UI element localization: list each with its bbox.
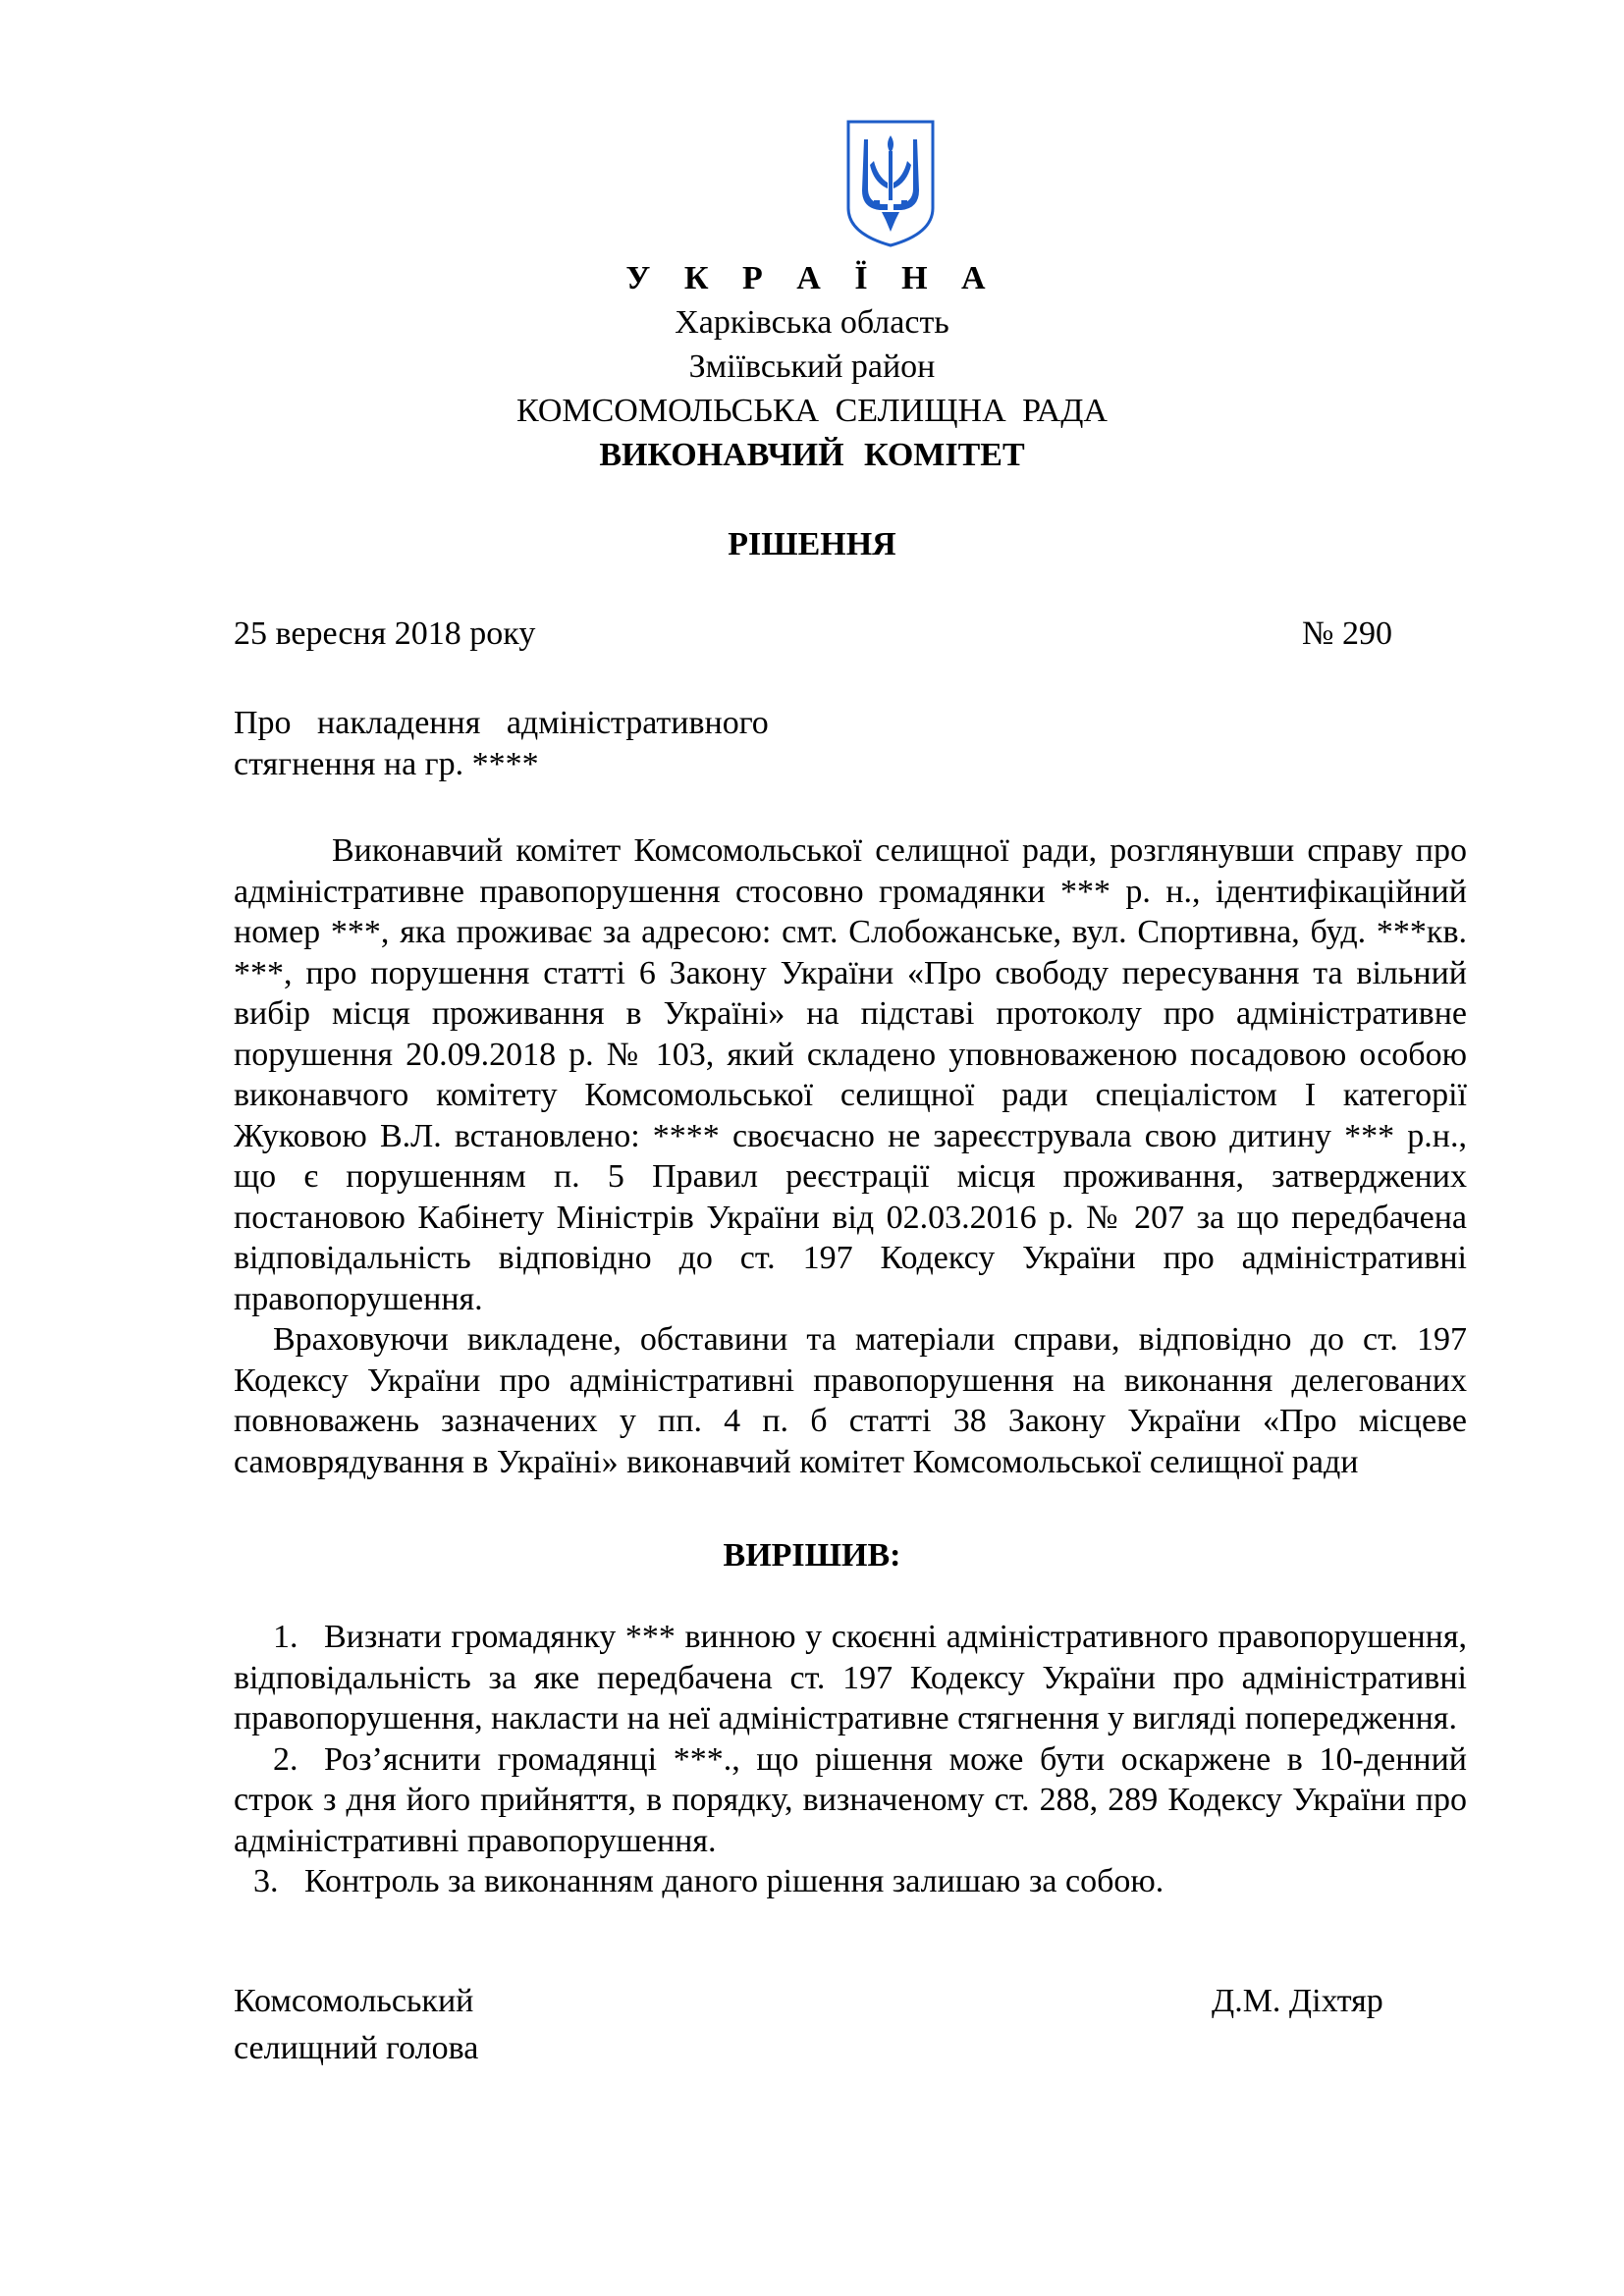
council-heading: КОМСОМОЛЬСЬКА СЕЛИЩНА РАДА	[516, 393, 1108, 429]
decision-item-3	[234, 1861, 1467, 1902]
raion-heading: Зміївський район	[688, 348, 936, 385]
item-text: Визнати громадянку *** винною у скоєнні адміністративного правопорушення, відповідальність за яке передбачена ст. 197 Кодексу України про адміністративні правопорушення, накласти на неї адміністративне стягнення у вигляді попередження.	[234, 1619, 1467, 1736]
position-line-2: селищний голова	[234, 2030, 479, 2066]
signatory-position	[234, 1978, 478, 2072]
committee-heading: ВИКОНАВЧИЙ КОМІТЕТ	[599, 437, 1025, 473]
signatory-name: Д.М. Діхтяр	[1212, 1983, 1383, 2019]
document-number: № 290	[1302, 615, 1392, 652]
oblast-heading: Харківська область	[675, 304, 949, 341]
trident-coat-of-arms-icon	[844, 118, 937, 249]
decision-item-1	[234, 1617, 1467, 1739]
subject-line-2: стягнення на гр. ****	[234, 746, 539, 782]
item-number: 3.	[253, 1863, 279, 1899]
paragraph-findings: Виконавчий комітет Комсомольської селищної ради, розглянувши справу про адміністративне правопорушення стосовно громадянки *** р. н., ідентифікаційний номер ***, яка проживає за адресою: смт. Слобожанське, вул. Спортивна, буд. ***кв. ***, про порушення статті 6 Закону України «Про свободу пересування та вільний вибір місця проживання в Україні» на підставі протоколу про адміністративне порушення 20.09.2018 р. № 103, який складено уповноваженою посадовою особою виконавчого комітету Комсомольської селищної ради спеціалістом І категорії Жуковою В.Л. встановлено: **** своєчасно не зареєструвала свою дитину *** р.н., що є порушенням п. 5 Правил реєстрації місця проживання, затверджених постановою Кабінету Міністрів України від 02.03.2016 р. № 207 за що передбачена відповідальність відповідно до ст. 197 Кодексу України про адміністративні правопорушення.	[234, 832, 1467, 1317]
item-text: Роз’яснити громадянці ***., що рішення може бути оскаржене в 10-денний строк з дня його прийняття, в порядку, визначеному ст. 288, 289 Кодексу України про адміністративні правопорушення.	[234, 1740, 1467, 1859]
country-heading: У К Р А Ї Н А	[625, 260, 999, 296]
decided-heading: ВИРІШИВ:	[723, 1537, 901, 1574]
item-text: Контроль за виконанням даного рішення залишаю за собою.	[304, 1863, 1164, 1899]
decision-items	[234, 1617, 1467, 1902]
document-subject	[234, 703, 862, 785]
item-number: 1.	[273, 1619, 298, 1655]
subject-line-1: Про накладення адміністративного	[234, 705, 769, 741]
item-number: 2.	[273, 1740, 298, 1778]
paragraph-considering: Враховуючи викладене, обставини та матеріали справи, відповідно до ст. 197 Кодексу України про адміністративні правопорушення на виконання делегованих повноважень зазначених у пп. 4 п. б статті 38 Закону України «Про місцеве самоврядування в Україні» виконавчий комітет Комсомольської селищної ради	[234, 1321, 1467, 1480]
document-body	[234, 830, 1467, 1482]
position-line-1: Комсомольський	[234, 1983, 474, 2019]
decision-item-2	[234, 1739, 1467, 1862]
document-title: РІШЕННЯ	[728, 526, 896, 562]
document-date: 25 вересня 2018 року	[234, 615, 536, 652]
